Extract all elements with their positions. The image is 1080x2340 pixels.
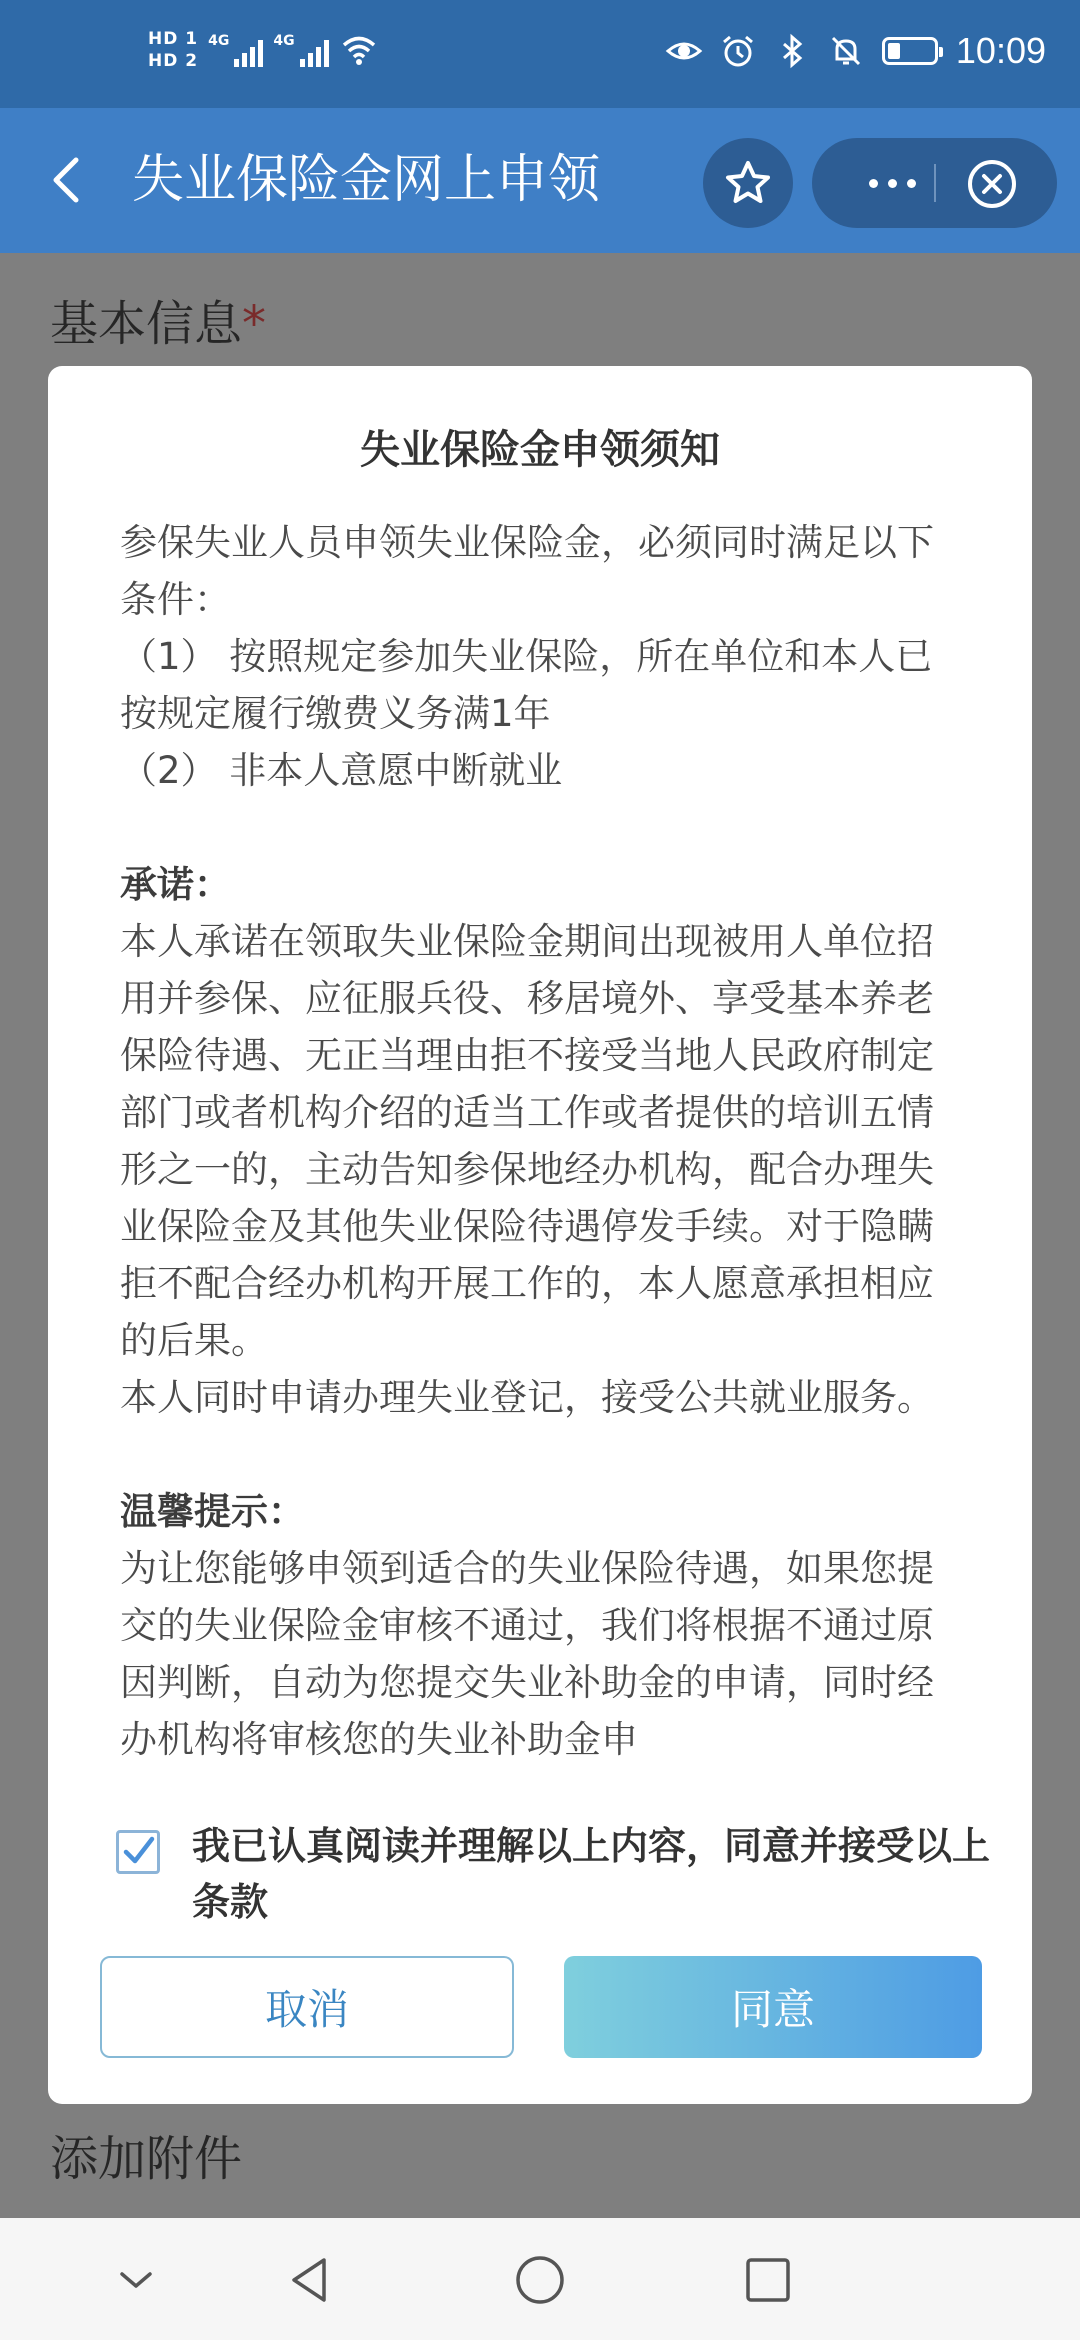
cancel-button[interactable]: 取消 bbox=[100, 1956, 514, 2058]
more-dots-icon[interactable] bbox=[842, 162, 942, 204]
promise-heading: 承诺： bbox=[120, 863, 231, 906]
agree-button[interactable]: 同意 bbox=[564, 1956, 982, 2058]
nav-hide-icon[interactable] bbox=[106, 2250, 166, 2310]
notice-intro: 参保失业人员申领失业保险金，必须同时满足以下条件： bbox=[120, 521, 934, 621]
page-title: 失业保险金网上申领 bbox=[132, 150, 601, 210]
close-circle-icon[interactable] bbox=[966, 158, 1018, 210]
mini-program-capsule bbox=[812, 138, 1057, 228]
nav-recent-icon[interactable] bbox=[738, 2250, 798, 2310]
status-bar bbox=[0, 0, 1080, 108]
section-basic-info bbox=[50, 285, 266, 354]
nav-back-icon[interactable] bbox=[280, 2250, 340, 2310]
dialog-title: 失业保险金申领须知 bbox=[360, 427, 720, 473]
checkmark-icon bbox=[119, 1833, 157, 1871]
mute-icon bbox=[828, 33, 864, 69]
status-left bbox=[148, 30, 379, 70]
promise-body-2: 本人同时申请办理失业登记，接受公共就业服务。 bbox=[120, 1376, 934, 1419]
signal-icon-2 bbox=[273, 33, 328, 67]
notice-content[interactable] bbox=[120, 514, 968, 1761]
tip-heading: 温馨提示： bbox=[120, 1490, 305, 1533]
wifi-icon bbox=[339, 32, 379, 68]
agree-label[interactable]: 我已认真阅读并理解以上内容，同意并接受以上条款 bbox=[192, 1824, 991, 1924]
favorite-button[interactable] bbox=[703, 138, 793, 228]
battery-icon bbox=[882, 37, 938, 65]
app-header bbox=[0, 108, 1080, 253]
tip-body: 为让您能够申领到适合的失业保险待遇，如果您提交的失业保险金审核不通过，我们将根据不通过原因判断，自动为您提交失业补助金的申请，同时经办机构将审核您的失业补助金申 bbox=[120, 1547, 934, 1761]
promise-body: 本人承诺在领取失业保险金期间出现被用人单位招用并参保、应征服兵役、移居境外、享受基本养老保险待遇、无正当理由拒不接受当地人民政府制定部门或者机构介绍的适当工作或者提供的培训五情形之一的，主动告知参保地经办机构，配合办理失业保险金及其他失业保险待遇停发手续。对于隐瞒拒不配合经办机构开展工作的，本人愿意承担相应的后果。 bbox=[120, 920, 934, 1362]
chevron-left-icon[interactable] bbox=[40, 150, 100, 210]
notice-condition-2: （2） 非本人意愿中断就业 bbox=[120, 749, 563, 792]
network-type-2: 4G bbox=[273, 33, 295, 49]
sim-indicators bbox=[148, 30, 198, 70]
notice-dialog bbox=[48, 366, 1032, 2104]
system-nav-bar bbox=[0, 2218, 1080, 2340]
status-right bbox=[666, 30, 1046, 72]
hd1-indicator: HD 1 bbox=[148, 29, 199, 49]
alarm-icon bbox=[720, 33, 756, 69]
clock: 10:09 bbox=[955, 30, 1046, 71]
agree-checkbox[interactable] bbox=[116, 1830, 160, 1874]
bluetooth-icon bbox=[774, 33, 810, 69]
required-mark: * bbox=[242, 296, 267, 352]
notice-condition-1: （1） 按照规定参加失业保险，所在单位和本人已按规定履行缴费义务满1年 bbox=[120, 635, 933, 735]
section-attachment: 添加附件 bbox=[50, 2131, 243, 2187]
capsule-divider bbox=[934, 164, 936, 202]
hd2-indicator: HD 2 bbox=[148, 51, 199, 71]
network-type-1: 4G bbox=[208, 33, 230, 49]
nav-home-icon[interactable] bbox=[510, 2250, 570, 2310]
section-basic-label: 基本信息 bbox=[50, 296, 243, 352]
eye-icon bbox=[666, 33, 702, 69]
signal-icon bbox=[208, 33, 263, 67]
star-icon bbox=[723, 158, 773, 208]
